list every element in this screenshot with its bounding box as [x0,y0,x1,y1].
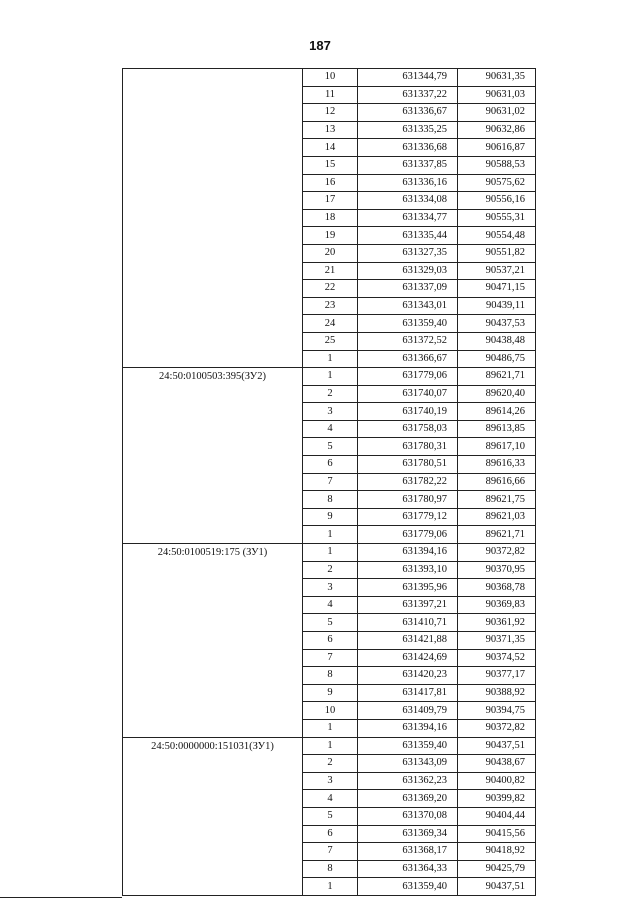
coordinate-y: 90372,82 [458,719,536,737]
coordinate-x: 631395,96 [358,579,458,597]
point-number: 17 [303,192,358,210]
point-number: 7 [303,649,358,667]
point-number: 3 [303,579,358,597]
coordinate-y: 90556,16 [458,192,536,210]
point-number: 1 [303,350,358,368]
coordinate-y: 89616,66 [458,473,536,491]
coordinate-x: 631362,23 [358,772,458,790]
coordinate-y: 89621,71 [458,526,536,544]
coordinate-y: 90631,35 [458,69,536,87]
coordinate-y: 90404,44 [458,807,536,825]
point-number: 1 [303,526,358,544]
point-number: 1 [303,368,358,386]
coordinate-x: 631780,51 [358,456,458,474]
coordinate-y: 90361,92 [458,614,536,632]
point-number: 6 [303,825,358,843]
coordinate-y: 90616,87 [458,139,536,157]
point-number: 20 [303,244,358,262]
coordinate-y: 90575,62 [458,174,536,192]
point-number: 1 [303,719,358,737]
coordinate-x: 631758,03 [358,420,458,438]
point-number: 14 [303,139,358,157]
coordinate-x: 631334,08 [358,192,458,210]
coordinate-x: 631359,40 [358,315,458,333]
coordinate-y: 89614,26 [458,403,536,421]
coordinate-x: 631372,52 [358,332,458,350]
point-number: 6 [303,632,358,650]
point-number: 2 [303,561,358,579]
point-number: 12 [303,104,358,122]
point-number: 8 [303,491,358,509]
coordinate-y: 90471,15 [458,280,536,298]
coordinates-table-body [123,69,536,896]
coordinate-y: 90371,35 [458,632,536,650]
point-number: 5 [303,807,358,825]
coordinate-x: 631420,23 [358,667,458,685]
coordinate-x: 631359,40 [358,737,458,755]
point-number: 7 [303,843,358,861]
point-number: 24 [303,315,358,333]
coordinate-y: 90369,83 [458,596,536,614]
coordinate-y: 90377,17 [458,667,536,685]
coordinate-y: 90388,92 [458,684,536,702]
coordinate-x: 631364,33 [358,860,458,878]
coordinate-y: 90588,53 [458,156,536,174]
point-number: 1 [303,737,358,755]
point-number: 4 [303,420,358,438]
point-number: 3 [303,403,358,421]
point-number: 23 [303,297,358,315]
coordinate-x: 631397,21 [358,596,458,614]
coordinate-y: 90400,82 [458,772,536,790]
point-number: 2 [303,385,358,403]
coordinate-x: 631780,31 [358,438,458,456]
coordinate-x: 631779,12 [358,508,458,526]
point-number: 9 [303,508,358,526]
point-number: 19 [303,227,358,245]
point-number: 22 [303,280,358,298]
point-number: 1 [303,878,358,896]
coordinate-x: 631779,06 [358,526,458,544]
coordinate-y: 89621,03 [458,508,536,526]
coordinate-x: 631336,67 [358,104,458,122]
point-number: 1 [303,544,358,562]
coordinate-x: 631779,06 [358,368,458,386]
coordinate-x: 631335,25 [358,121,458,139]
coordinate-y: 89616,33 [458,456,536,474]
coordinate-x: 631336,16 [358,174,458,192]
coordinate-x: 631359,40 [358,878,458,896]
coordinate-x: 631394,16 [358,544,458,562]
coordinate-y: 90438,48 [458,332,536,350]
point-number: 3 [303,772,358,790]
coordinate-x: 631336,68 [358,139,458,157]
coordinate-y: 90438,67 [458,755,536,773]
coordinate-y: 90631,02 [458,104,536,122]
point-number: 11 [303,86,358,104]
coordinate-y: 89620,40 [458,385,536,403]
coordinate-y: 90555,31 [458,209,536,227]
coordinate-x: 631337,22 [358,86,458,104]
point-number: 8 [303,860,358,878]
point-number: 9 [303,684,358,702]
coordinate-y: 90551,82 [458,244,536,262]
coordinate-y: 89621,75 [458,491,536,509]
coordinate-y: 90399,82 [458,790,536,808]
coordinate-y: 90537,21 [458,262,536,280]
coordinate-x: 631409,79 [358,702,458,720]
coordinate-x: 631410,71 [358,614,458,632]
coordinate-y: 90486,75 [458,350,536,368]
coordinate-x: 631335,44 [358,227,458,245]
table-row [123,69,536,87]
coordinate-x: 631369,34 [358,825,458,843]
coordinate-x: 631780,97 [358,491,458,509]
point-number: 6 [303,456,358,474]
point-number: 25 [303,332,358,350]
coordinate-x: 631337,85 [358,156,458,174]
coordinate-y: 90554,48 [458,227,536,245]
footnote-divider [0,897,122,898]
coordinate-y: 90437,51 [458,737,536,755]
coordinate-y: 90437,51 [458,878,536,896]
point-number: 4 [303,790,358,808]
coordinate-y: 90370,95 [458,561,536,579]
coordinate-x: 631344,79 [358,69,458,87]
coordinate-x: 631424,69 [358,649,458,667]
coordinate-y: 90415,56 [458,825,536,843]
coordinate-x: 631417,81 [358,684,458,702]
point-number: 7 [303,473,358,491]
point-number: 10 [303,69,358,87]
page-number: 187 [309,38,331,53]
point-number: 5 [303,614,358,632]
point-number: 8 [303,667,358,685]
coordinate-x: 631329,03 [358,262,458,280]
table-row [123,737,536,755]
point-number: 18 [303,209,358,227]
point-number: 2 [303,755,358,773]
table-row [123,544,536,562]
point-number: 5 [303,438,358,456]
coordinate-x: 631394,16 [358,719,458,737]
coordinate-y: 90437,53 [458,315,536,333]
point-number: 13 [303,121,358,139]
coordinate-y: 90394,75 [458,702,536,720]
coordinate-x: 631334,77 [358,209,458,227]
coordinate-x: 631337,09 [358,280,458,298]
coordinate-y: 89617,10 [458,438,536,456]
coordinate-x: 631421,88 [358,632,458,650]
parcel-cadastral-number: 24:50:0100519:175 (ЗУ1) [123,544,303,738]
coordinate-x: 631343,09 [358,755,458,773]
coordinate-y: 90368,78 [458,579,536,597]
coordinate-x: 631366,67 [358,350,458,368]
coordinate-x: 631343,01 [358,297,458,315]
point-number: 10 [303,702,358,720]
coordinate-x: 631369,20 [358,790,458,808]
coordinate-y: 90439,11 [458,297,536,315]
coordinate-x: 631740,07 [358,385,458,403]
coordinate-y: 90425,79 [458,860,536,878]
coordinate-x: 631368,17 [358,843,458,861]
table-row [123,368,536,386]
coordinate-x: 631782,22 [358,473,458,491]
coordinate-y: 90632,86 [458,121,536,139]
coordinate-y: 90631,03 [458,86,536,104]
coordinate-y: 89613,85 [458,420,536,438]
coordinate-y: 90374,52 [458,649,536,667]
point-number: 16 [303,174,358,192]
parcel-cadastral-number [123,69,303,368]
coordinate-y: 90372,82 [458,544,536,562]
point-number: 21 [303,262,358,280]
parcel-cadastral-number: 24:50:0100503:395(ЗУ2) [123,368,303,544]
coordinate-y: 89621,71 [458,368,536,386]
parcel-cadastral-number: 24:50:0000000:151031(ЗУ1) [123,737,303,895]
coordinate-x: 631740,19 [358,403,458,421]
coordinate-y: 90418,92 [458,843,536,861]
coordinates-table [122,68,536,896]
coordinate-x: 631370,08 [358,807,458,825]
coordinate-x: 631327,35 [358,244,458,262]
coordinate-x: 631393,10 [358,561,458,579]
point-number: 15 [303,156,358,174]
point-number: 4 [303,596,358,614]
